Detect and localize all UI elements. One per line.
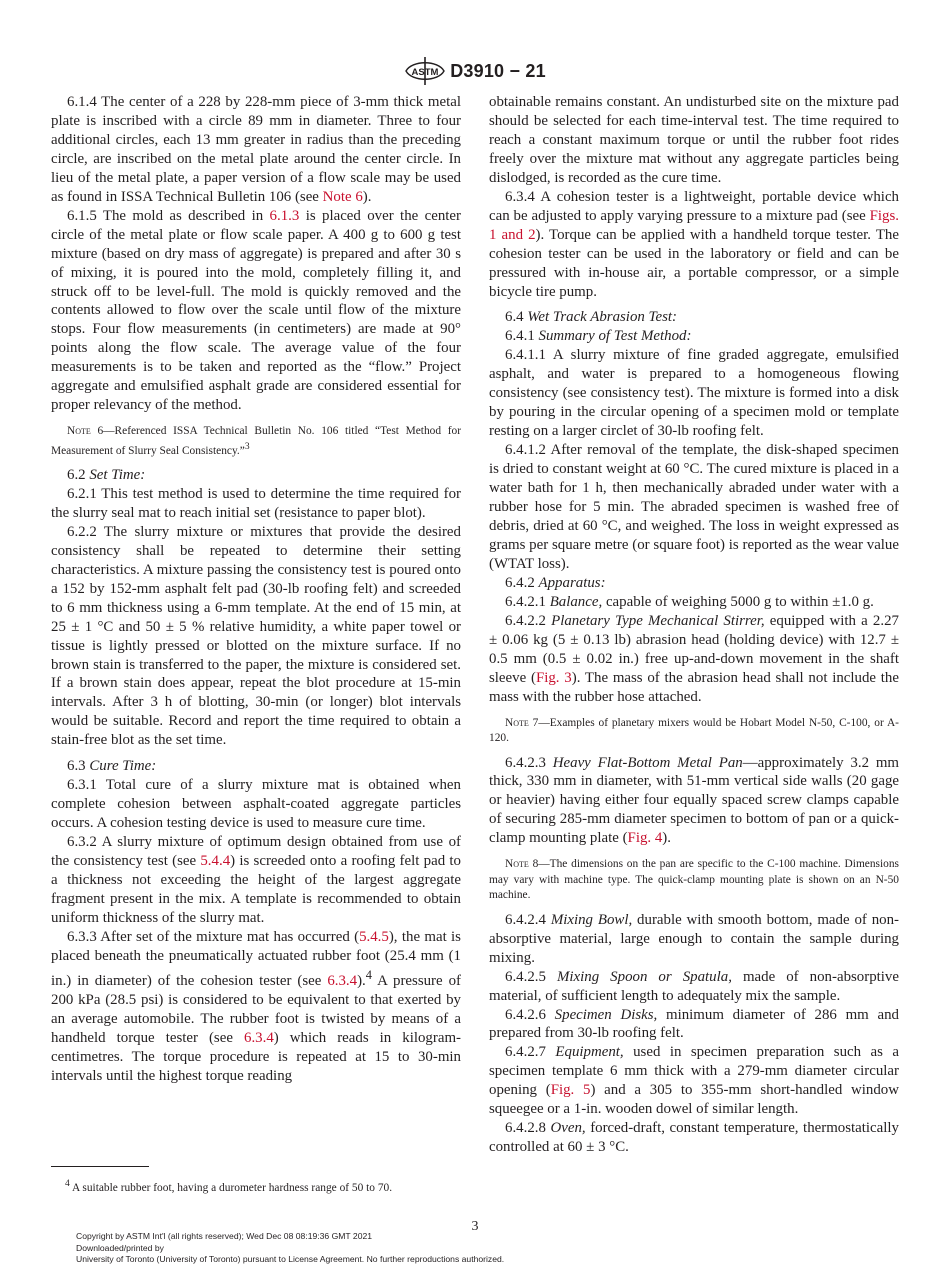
heading-6-4-2: 6.4.2 Apparatus: (505, 574, 606, 591)
document-designation: D3910 − 21 (450, 60, 546, 81)
paragraph-6-3-1: 6.3.1 Total cure of a slurry mixture mat is obtained when complete cohesion between asphalt-coated aggregate particles occurs. A cohesion testing device is used to measure cure time. (51, 777, 461, 832)
copyright-line-1: Copyright by ASTM Int'l (all rights reserved); Wed Dec 08 08:19:36 GMT 2021 (76, 1231, 373, 1241)
link-figs-1-2[interactable]: Figs. 1 and 2 (489, 207, 899, 243)
link-5-4-4[interactable]: 5.4.4 (200, 853, 231, 870)
paragraph-6-4-2-5: 6.4.2.5 Mixing Spoon or Spatula, made of non-absorptive material, of sufficient length to adequately mix the sample. (489, 968, 899, 1004)
logo-text: ASTM (411, 67, 439, 78)
footnote-divider (51, 1166, 149, 1167)
paragraph-6-2-2: 6.2.2 The slurry mixture or mixtures that provide the desired consistency shall be repeated to determine their setting characteristics. A mixture passing the consistency test is poured onto a 152 by 152-mm asphalt felt pad (30-lb roofing felt) and screeded to 6 mm thickness using a 6-mm template. At the end of 15 min, at 25 ± 1 °C and 50 ± 5 % relative humidity, a white paper towel or tissue is lightly pressed or blotted on the mixture surface. If no brown stain is transferred to the paper, the mixture is considered set. If a brown stain does appear, repeat the blot procedure at 15-min intervals. After 3 h of blotting, 30-min (or longer) blot intervals would be suitable. Record and report the time required to obtain a stain-free blot as the set time. (51, 523, 461, 749)
link-6-1-3[interactable]: 6.1.3 (269, 207, 300, 224)
paragraph-6-4-1-2: 6.4.1.2 After removal of the template, the disk-shaped specimen is dried to constant weight at 60 °C. The cured mixture is placed in a water bath for 1 h, then mechanically abraded under water with a rubber hose for 5 min. The abraded specimen is washed free of debris, dried at 60 °C, and weighed. The loss in weight expressed as grams per square metre (or square foot) is reported as the wear value (WTAT loss). (489, 442, 899, 572)
paragraph-6-1-5: 6.1.5 The mold as described in 6.1.3 is placed over the center circle of the metal plate or flow scale paper. A 400 g to 600 g test mixture (based on dry mass of aggregate) is prepared and after 30 s of mixing, it is poured into the mold, completely filling it, and struck off to be level-full. The mold is quickly removed and the contents allowed to flow over the scale until flow of the mixture stops. Four flow measurements (in centimeters) are made at 90° points along the flow scale. The average value of the four measurements is to be taken and reported as the “flow.” Project aggregate and emulsified asphalt grade are considered essential for proper relevancy of the method. (51, 207, 461, 414)
paragraph-6-4-2-7: 6.4.2.7 Equipment, used in specimen preparation such as a specimen template 6 mm thick with a 279-mm diameter circular opening (Fig. 5) and a 305 to 355-mm short-handled window squeegee or a 1-in. wooden dowel of similar length. (489, 1044, 899, 1118)
paragraph-6-3-3: 6.3.3 After set of the mixture mat has occurred (5.4.5), the mat is placed beneath the pneumatically actuated rubber foot (25.4 mm (1 in.) in diameter) of the cohesion tester (see 6.3.4).$^4$ A pressure of 200 kPa (28.5 psi) is considered to be equivalent to that exerted by an average automobile. The rubber foot is twisted by means of a handheld torque tester (see 6.3.4) which reads in kilogram-centimetres. The torque procedure is repeated at 15 to 30-min intervals until the highest torque reading (51, 928, 461, 1084)
link-fig-3[interactable]: Fig. 3 (535, 669, 572, 686)
paragraph-6-1-4: 6.1.4 The center of a 228 by 228-mm piece of 3-mm thick metal plate is inscribed with a circle 89 mm in diameter. Three to four additional circles, each 13 mm greater in radius than the preceding circle, are inscribed on the metal plate around the center circle. In lieu of the metal plate, a paper version of a flow scale may be used as found in ISSA Technical Bulletin 106 (see Note 6). (51, 94, 461, 205)
page-number: 3 (471, 1219, 479, 1234)
paragraph-6-4-2-3: 6.4.2.3 Heavy Flat-Bottom Metal Pan—approximately 3.2 mm thick, 330 mm in diameter, with 51-mm vertical side walls (20 gage or heavier) having either four equally spaced screw clamps capable of securing 285-mm diameter specimen to bottom of pan or a quick-clamp mounting plate (Fig. 4). (489, 754, 900, 847)
note-6: Note 6—Referenced ISSA Technical Bulletin No. 106 titled “Test Method for Measurement of Slurry Seal Consistency.”$^3$ (51, 425, 461, 457)
paragraph-6-4-2-1: 6.4.2.1 Balance, capable of weighing 5000 g to within ±1.0 g. (505, 593, 874, 610)
right-column (489, 93, 899, 1157)
note-8: Note 8—The dimensions on the pan are specific to the C-100 machine. Dimensions may vary with machine type. The quick-clamp mounting plate is shown on an N-50 machine. (489, 858, 899, 902)
footnote-ref-4: 4 (365, 967, 372, 982)
copyright-line-2: Downloaded/printed by (76, 1242, 164, 1253)
link-5-4-5[interactable]: 5.4.5 (359, 928, 389, 945)
paragraph-6-4-2-8: 6.4.2.8 Oven, forced-draft, constant temperature, thermostatically controlled at 60 ± 3 °C. (489, 1120, 899, 1156)
footnote-4: $^4$ A suitable rubber foot, having a durometer hardness range of 50 to 70. (65, 1179, 393, 1194)
link-fig-5[interactable]: Fig. 5 (550, 1082, 591, 1099)
heading-6-2: 6.2 Set Time: (67, 467, 146, 483)
link-6-3-4-second[interactable]: 6.3.4 (244, 1029, 274, 1046)
footnote-ref-3: 3 (244, 441, 250, 452)
heading-6-4: 6.4 Wet Track Abrasion Test: (505, 309, 677, 326)
page-header (0, 56, 950, 86)
heading-6-3: 6.3 Cure Time: (67, 758, 157, 775)
paragraph-6-2-1: 6.2.1 This test method is used to determine the time required for the slurry seal mat to reach initial set (resistance to paper blot). (51, 485, 461, 521)
copyright-line-3: University of Toronto (University of Toronto) pursuant to License Agreement. No further reproductions authorized. (76, 1254, 505, 1264)
paragraph-6-3-4: 6.3.4 A cohesion tester is a lightweight, portable device which can be adjusted to apply varying pressure to a mixture pad (see Figs. 1 and 2). Torque can be applied with a handheld torque tester. The cohesion tester can be used in the laboratory or field and can be pressured with in-house air, a portable compressor, or a simple bicycle tire pump. (489, 188, 899, 300)
paragraph-6-4-2-6: 6.4.2.6 Specimen Disks, minimum diameter of 286 mm and prepared from 30-lb roofing felt. (489, 1006, 899, 1042)
paragraph-6-3-2: 6.3.2 A slurry mixture of optimum design obtained from use of the consistency test (see 5.4.4) is screeded onto a roofing felt pad to a thickness not exceeding the height of the largest aggregate fragment present in the mix. A template is recommended to obtain uniform thickness of the slurry mat. (51, 834, 461, 926)
link-note-6[interactable]: Note 6 (322, 188, 363, 205)
paragraph-6-4-1-1: 6.4.1.1 A slurry mixture of fine graded aggregate, emulsified asphalt, and water is prepared to a homogeneous flowing consistency (see consistency test). The mixture is formed into a disk by pouring in the circular opening of a specimen mold or template resting on a larger circlet of 30-lb roofing felt. (489, 347, 899, 440)
link-fig-4[interactable]: Fig. 4 (627, 830, 663, 847)
heading-6-4-1: 6.4.1 Summary of Test Method: (505, 328, 692, 345)
paragraph-6-3-3-continued: obtainable remains constant. An undisturbed site on the mixture pad should be selected for each time-interval test. The time required to reach a constant maximum torque or until the rubber foot rides freely over the mixture mat without any aggregate particles being dislodged, is recorded as the cure time. (489, 94, 899, 186)
paragraph-6-4-2-2: 6.4.2.2 Planetary Type Mechanical Stirrer, equipped with a 2.27 ± 0.06 kg (5 ± 0.13 lb) abrasion head (holding device) with 12.7 ± 0.5 mm (0.5 ± 0.02 in.) free up-and-down movement in the shaft sleeve (Fig. 3). The mass of the abrasion head shall not include the mass with the rubber hose attached. (489, 612, 899, 705)
note-7: Note 7—Examples of planetary mixers would be Hobart Model N-50, C-100, or A-120. (489, 716, 899, 744)
astm-logo (404, 56, 446, 86)
left-column (51, 93, 461, 1085)
link-6-3-4[interactable]: 6.3.4 (327, 972, 358, 989)
paragraph-6-4-2-4: 6.4.2.4 Mixing Bowl, durable with smooth bottom, made of non-absorptive material, large enough to contain the sample during mixing. (489, 911, 899, 966)
copyright-notice (76, 1231, 896, 1266)
